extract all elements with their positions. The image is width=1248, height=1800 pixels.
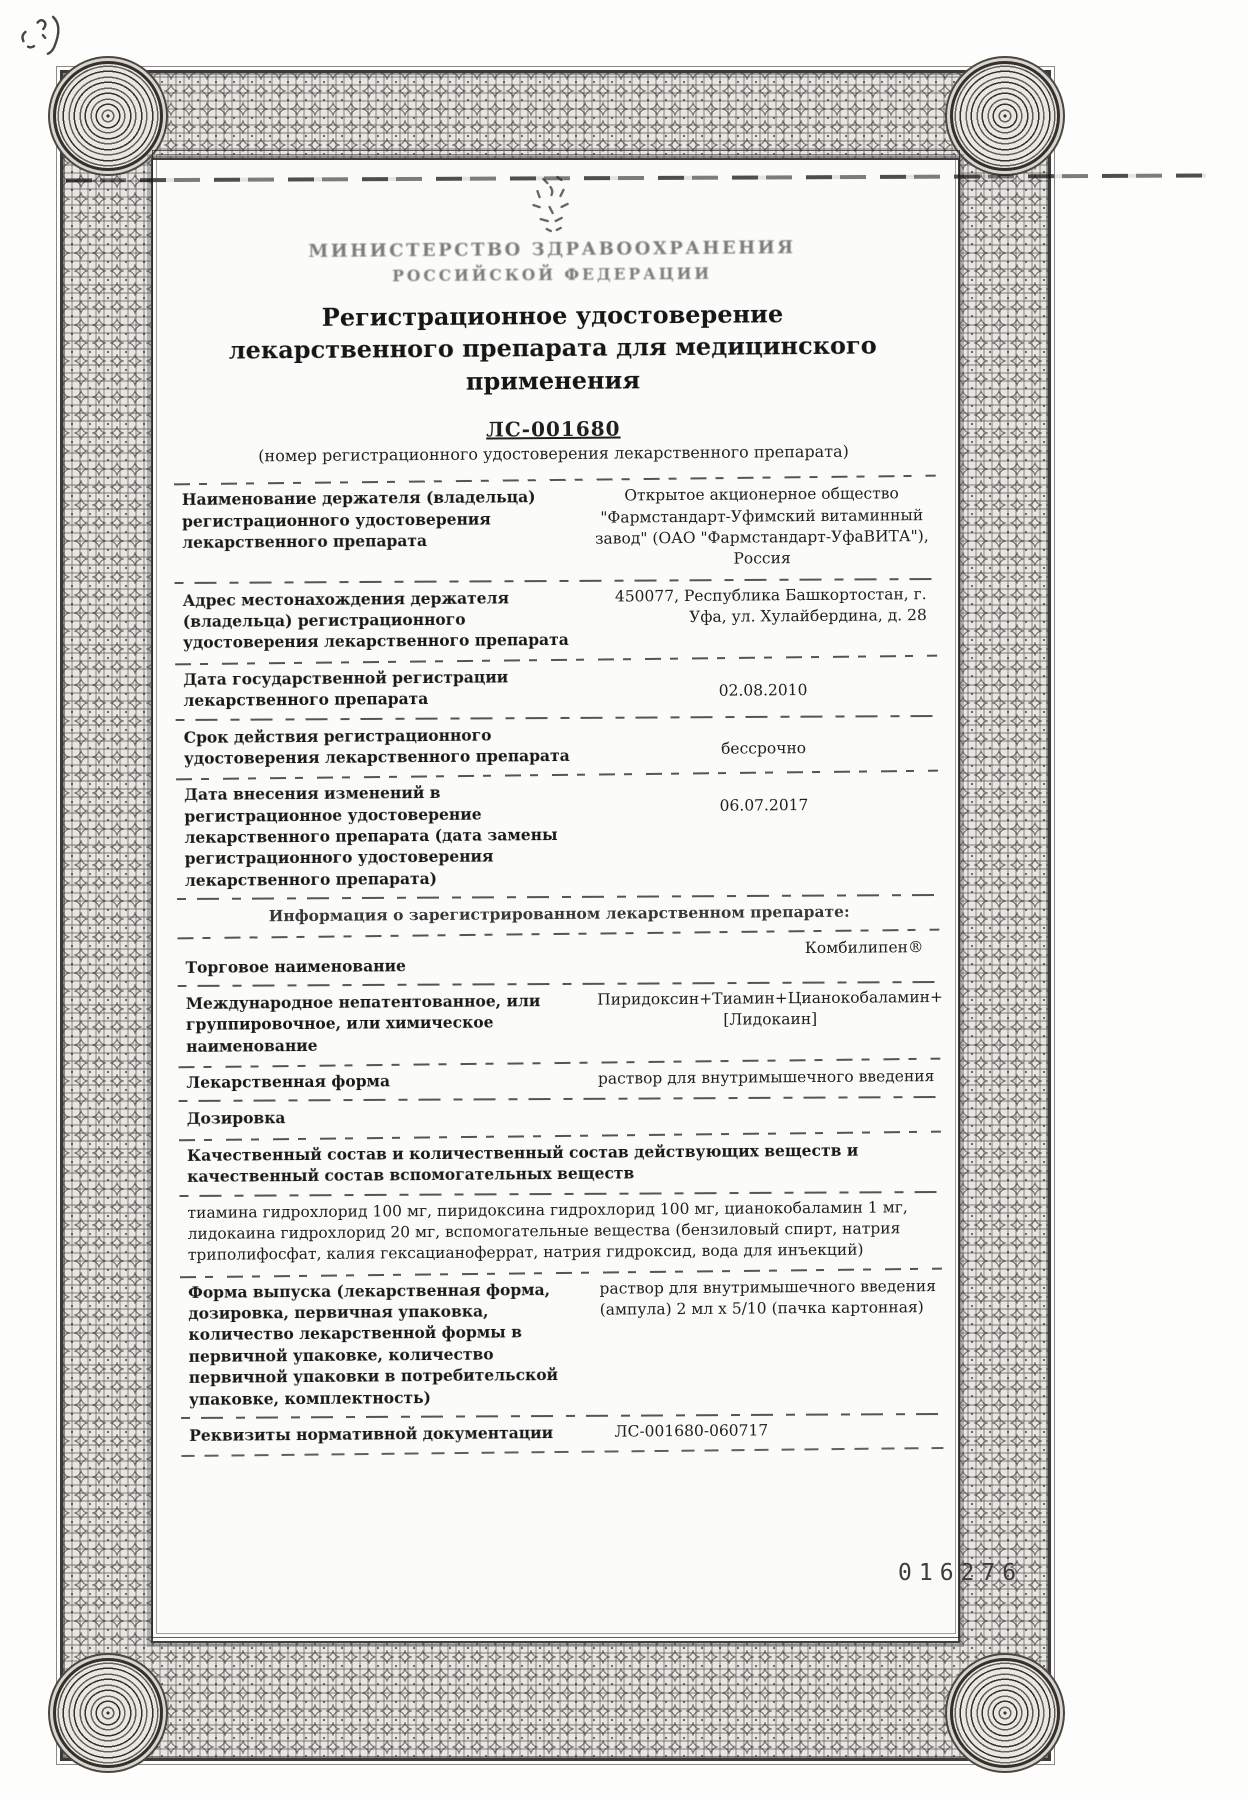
- row-label: Лекарственная форма: [186, 1071, 391, 1092]
- table-row: [187, 1132, 935, 1196]
- row-value: [598, 1102, 935, 1126]
- row-value: Открытое акционерное общество "Фармстандарт-Уфимский витаминный завод" (ОАО "Фармстандарт-УфаВИТА"), Россия: [594, 484, 929, 568]
- row-label: Адрес местонахождения держателя (владельца) регистрационного удостоверения лекарственного препарата: [182, 588, 569, 653]
- row-value: Комбилипен®: [804, 937, 924, 957]
- handwritten-mark: [9, 5, 79, 67]
- row-value: 450077, Республика Башкортостан, г. Уфа, ул. Хулайбердина, д. 28: [614, 584, 927, 627]
- row-value: раствор для внутримышечного введения: [597, 1067, 935, 1088]
- row-label: Дозировка: [186, 1108, 286, 1129]
- row-label: Форма выпуска (лекарственная форма, дозировка, первичная упаковка, количество лекарственной формы в первичной упаковке, количество первичной упаковки в потребительской упаковке, комплектность): [188, 1279, 559, 1409]
- certificate-number: ЛС-001680: [486, 416, 621, 442]
- row-value: 02.08.2010: [718, 680, 808, 700]
- row-label: Срок действия регистрационного удостоверения лекарственного препарата: [183, 725, 570, 768]
- table-row: [184, 771, 933, 899]
- ministry-line-2: РОССИЙСКОЙ ФЕДЕРАЦИИ: [392, 263, 713, 286]
- rosette-ornament-icon: [950, 61, 1060, 171]
- table-row: [187, 1190, 936, 1275]
- table-row: [188, 1269, 937, 1418]
- composition-text: тиамина гидрохлорид 100 мг, пиридоксина гидрохлорид 100 мг, цианокобаламин 1 мг, лидокаина гидрохлорид 20 мг, вспомогательные вещества (бензиловый спирт, натрия триполифосфат, калия гексацианоферрат, натрия гидроксид, вода для инъекций): [187, 1197, 908, 1265]
- table-row: [185, 980, 944, 1065]
- row-value: Пиридоксин+Тиамин+Цианокобаламин+[Лидокаин]: [597, 987, 944, 1029]
- certificate-number-caption: (номер регистрационного удостоверения лекарственного препарата): [258, 441, 849, 466]
- rosette-ornament-icon: [53, 1658, 163, 1768]
- document-title: [158, 297, 947, 400]
- document-content: [157, 148, 957, 1640]
- row-label: Дата государственной регистрации лекарственного препарата: [183, 667, 509, 711]
- serial-number: 016276: [898, 1560, 1024, 1586]
- row-value: ЛС-001680-060717: [614, 1421, 769, 1441]
- row-value: раствор для внутримышечного введения (ампула) 2 мл х 5/10 (пачка картонная): [599, 1276, 937, 1319]
- rosette-ornament-icon: [950, 1658, 1060, 1768]
- row-label: Качественный состав и количественный состав действующих веществ и качественный состав вспомогательных веществ: [186, 1140, 859, 1187]
- row-label: Международное непатентованное, или группировочное, или химическое наименование: [185, 991, 541, 1056]
- row-label: Торговое наименование: [185, 955, 406, 977]
- ministry-line-1: МИНИСТЕРСТВО ЗДРАВООХРАНЕНИЯ: [308, 237, 796, 262]
- row-label: Дата внесения изменений в регистрационное удостоверение лекарственного препарата (дата замены регистрационного удостоверения лекарственного препарата): [184, 783, 558, 890]
- coat-of-arms-icon: [516, 171, 587, 238]
- registration-table: [181, 476, 944, 1454]
- title-line-2: лекарственного препарата для медицинского применения: [228, 330, 877, 396]
- section-heading: Информация о зарегистрированном лекарственном препарате:: [268, 901, 850, 926]
- row-value: бессрочно: [720, 738, 807, 758]
- title-line-1: Регистрационное удостоверение: [321, 299, 784, 332]
- row-label: Наименование держателя (владельца) регистрационного удостоверения лекарственного препарата: [181, 487, 536, 552]
- table-row: [183, 577, 932, 662]
- inner-rule-border: [152, 150, 960, 1638]
- row-value: 06.07.2017: [719, 796, 809, 816]
- table-row: [185, 930, 933, 986]
- rosette-ornament-icon: [53, 61, 163, 171]
- table-row: [184, 714, 932, 778]
- ministry-name: [158, 236, 946, 287]
- table-row: [186, 1059, 934, 1101]
- row-label: Реквизиты нормативной документации: [189, 1422, 554, 1445]
- table-row: [189, 1412, 937, 1454]
- table-row: [183, 656, 931, 720]
- table-row: [182, 476, 931, 582]
